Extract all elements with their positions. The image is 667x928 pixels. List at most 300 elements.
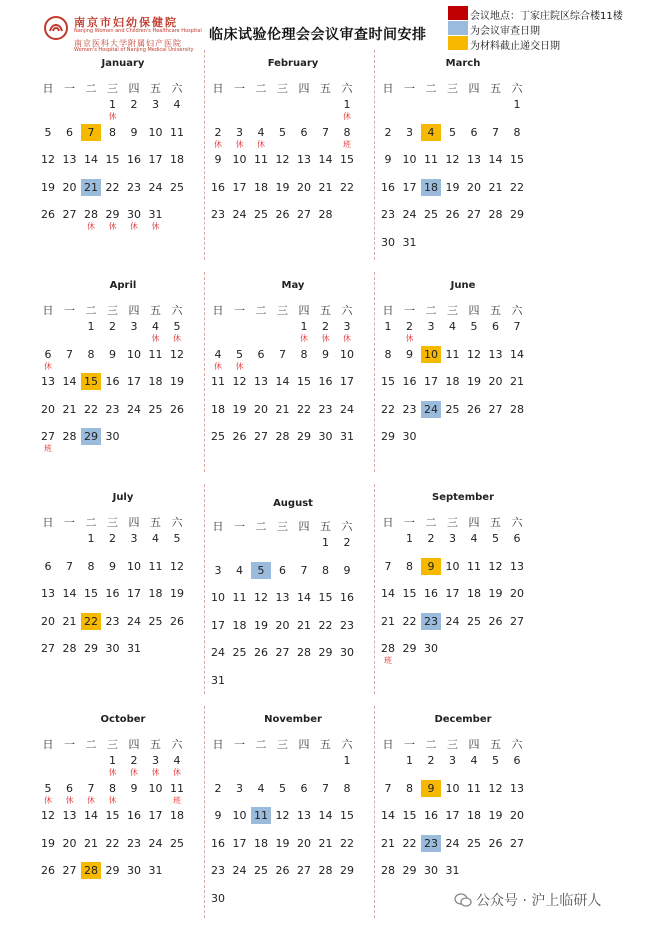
day-cell: 11 [211, 375, 225, 388]
day-cell: 13 [467, 153, 481, 166]
day-cell: 20 [41, 614, 55, 628]
day-cell: 2 [343, 536, 351, 549]
day-cell: 17 [340, 375, 354, 388]
day-cell: 8 [109, 125, 116, 139]
day-cell: 14 [318, 809, 333, 822]
holiday-note: 休 [235, 139, 244, 149]
day-cell: 13 [41, 375, 55, 388]
day-cell: 11 [148, 347, 163, 361]
holiday-note: 休 [214, 139, 222, 149]
day-cell: 3 [152, 98, 159, 111]
weekday-label: 二 [425, 516, 437, 529]
weekday-label: 日 [212, 738, 224, 751]
day-cell: 2 [130, 754, 138, 767]
day-cell: 12 [254, 591, 268, 604]
review-day: 18 [421, 179, 441, 196]
day-cell: 21 [84, 836, 98, 850]
day-cell: 14 [62, 587, 77, 600]
day-cell: 24 [445, 836, 460, 850]
day-cell: 22 [105, 836, 120, 850]
day-cell: 4 [449, 320, 456, 333]
weekday-label: 一 [234, 520, 245, 533]
weekday-label: 一 [404, 82, 415, 95]
day-cell: 28 [488, 208, 503, 221]
day-cell: 3 [130, 532, 138, 545]
holiday-note: 休 [108, 768, 117, 777]
weekday-label: 二 [255, 738, 267, 751]
day-cell: 3 [449, 532, 456, 545]
weekday-label: 二 [425, 738, 437, 751]
column-divider [374, 484, 375, 694]
day-cell: 4 [236, 563, 243, 577]
day-cell: 16 [424, 809, 438, 822]
weekday-label: 一 [404, 304, 415, 317]
day-cell: 7 [513, 320, 521, 333]
column-divider [374, 706, 375, 918]
day-cell: 30 [340, 646, 354, 659]
day-cell: 8 [109, 781, 116, 795]
day-cell: 20 [467, 180, 481, 194]
day-cell: 29 [510, 208, 524, 221]
day-cell: 25 [467, 836, 481, 850]
page-title: 临床试验伦理会会议审查时间安排 [209, 27, 427, 43]
weekday-label: 三 [277, 520, 288, 533]
weekday-label: 六 [171, 738, 183, 751]
holiday-note: 休 [130, 222, 138, 231]
weekday-label: 四 [128, 82, 140, 95]
weekday-label: 一 [404, 516, 415, 529]
weekday-label: 五 [320, 304, 331, 317]
day-cell: 12 [170, 559, 184, 573]
logo-university-name: 南京医科大学附属妇产医院 [74, 39, 182, 48]
day-cell: 30 [424, 642, 438, 655]
day-cell: 24 [127, 614, 141, 628]
weekday-label: 三 [447, 82, 458, 95]
day-cell: 18 [254, 836, 268, 850]
day-cell: 26 [41, 208, 55, 221]
day-cell: 20 [488, 375, 503, 388]
day-cell: 15 [297, 375, 311, 388]
day-cell: 16 [402, 375, 417, 388]
day-cell: 15 [105, 153, 120, 166]
day-cell: 30 [127, 208, 141, 221]
day-cell: 29 [318, 646, 333, 659]
day-cell: 19 [275, 836, 290, 850]
day-cell: 18 [170, 153, 184, 166]
holiday-note: 班 [384, 656, 392, 665]
day-cell: 25 [148, 402, 163, 416]
day-cell: 1 [343, 98, 351, 111]
day-cell: 9 [130, 781, 138, 795]
weekday-label: 五 [320, 520, 331, 533]
day-cell: 17 [402, 180, 417, 194]
weekday-label: 六 [341, 738, 353, 751]
day-cell: 20 [297, 180, 311, 194]
deadline-day: 9 [421, 780, 441, 797]
day-cell: 7 [279, 347, 286, 361]
weekday-label: 一 [64, 516, 75, 529]
month-name: December [434, 714, 492, 725]
day-cell: 3 [449, 754, 456, 767]
day-cell: 23 [211, 208, 225, 221]
day-cell: 18 [211, 402, 225, 416]
holiday-note: 班 [44, 444, 52, 453]
day-cell: 6 [66, 781, 73, 795]
day-cell: 27 [62, 864, 77, 877]
review-day: 5 [251, 562, 271, 579]
month-name: February [267, 58, 319, 69]
day-cell: 28 [62, 430, 77, 443]
weekday-label: 六 [511, 82, 523, 95]
day-cell: 18 [148, 587, 163, 600]
day-cell: 21 [510, 375, 524, 388]
day-cell: 8 [513, 125, 521, 139]
weekday-label: 三 [107, 516, 118, 529]
day-cell: 27 [41, 430, 55, 443]
day-cell: 1 [513, 98, 521, 111]
day-cell: 12 [275, 809, 290, 822]
day-cell: 12 [445, 153, 460, 166]
day-cell: 13 [62, 809, 77, 822]
weekday-label: 四 [128, 516, 140, 529]
day-cell: 10 [445, 781, 460, 795]
day-cell: 1 [384, 320, 392, 333]
day-cell: 10 [148, 781, 163, 795]
holiday-note: 休 [173, 334, 181, 343]
deadline-day: 9 [421, 558, 441, 575]
holiday-note: 休 [214, 361, 222, 371]
day-cell: 27 [488, 402, 503, 416]
day-cell: 24 [402, 208, 417, 221]
day-cell: 20 [62, 180, 77, 194]
day-cell: 13 [62, 153, 77, 166]
day-cell: 17 [148, 153, 163, 166]
day-cell: 12 [275, 153, 290, 166]
day-cell: 24 [127, 402, 141, 416]
day-cell: 13 [41, 587, 55, 600]
day-cell: 24 [232, 864, 247, 877]
day-cell: 5 [44, 125, 52, 139]
legend-item [448, 36, 648, 50]
day-cell: 9 [109, 559, 116, 573]
legend-label: 为会议审查日期 [470, 26, 540, 37]
day-cell: 5 [279, 125, 286, 139]
day-cell: 5 [449, 125, 456, 139]
weekday-label: 一 [404, 738, 415, 751]
day-cell: 13 [488, 347, 503, 361]
day-cell: 14 [297, 591, 311, 604]
legend-item [448, 6, 648, 20]
review-day: 23 [421, 613, 441, 630]
month-name: November [264, 714, 322, 725]
day-cell: 6 [513, 532, 521, 545]
day-cell: 15 [340, 153, 354, 166]
day-cell: 28 [318, 864, 333, 877]
day-cell: 18 [445, 375, 460, 388]
day-cell: 17 [232, 180, 247, 194]
day-cell: 10 [148, 125, 163, 139]
day-cell: 7 [300, 563, 308, 577]
day-cell: 28 [510, 402, 524, 416]
day-cell: 26 [275, 864, 290, 877]
day-cell: 26 [467, 402, 481, 416]
day-cell: 22 [84, 402, 98, 416]
weekday-label: 三 [447, 516, 458, 529]
day-cell: 25 [232, 646, 247, 659]
weekday-label: 四 [468, 516, 480, 529]
weekday-label: 二 [85, 304, 97, 317]
day-cell: 29 [297, 430, 311, 443]
holiday-note: 休 [87, 222, 95, 231]
day-cell: 21 [381, 836, 395, 850]
day-cell: 16 [381, 180, 395, 194]
day-cell: 3 [236, 125, 243, 139]
weekday-label: 三 [107, 82, 118, 95]
day-cell: 10 [445, 559, 460, 573]
column-divider [374, 272, 375, 472]
day-cell: 29 [340, 864, 354, 877]
day-cell: 31 [340, 430, 354, 443]
day-cell: 2 [109, 532, 116, 545]
weekday-label: 六 [341, 304, 353, 317]
day-cell: 9 [214, 153, 222, 166]
day-cell: 25 [445, 402, 460, 416]
day-cell: 3 [343, 320, 351, 333]
day-cell: 14 [510, 347, 524, 361]
holiday-note: 休 [343, 334, 351, 343]
weekday-label: 一 [64, 738, 75, 751]
day-cell: 28 [275, 430, 290, 443]
day-cell: 25 [254, 208, 268, 221]
day-cell: 4 [173, 754, 181, 767]
day-cell: 19 [170, 587, 184, 600]
column-divider [204, 272, 205, 472]
weekday-label: 一 [64, 82, 75, 95]
day-cell: 11 [467, 559, 481, 573]
day-cell: 30 [105, 642, 120, 655]
legend-swatch [448, 6, 468, 20]
weekday-label: 四 [298, 82, 310, 95]
hospital-logo-icon [44, 16, 68, 40]
day-cell: 19 [488, 587, 503, 600]
day-cell: 12 [488, 781, 503, 795]
day-cell: 27 [297, 208, 311, 221]
weekday-label: 五 [320, 82, 331, 95]
day-cell: 18 [254, 180, 268, 194]
day-cell: 2 [406, 320, 413, 333]
day-cell: 5 [236, 347, 243, 361]
day-cell: 19 [232, 402, 247, 416]
day-cell: 2 [427, 754, 435, 767]
weekday-label: 一 [64, 304, 75, 317]
day-cell: 8 [322, 563, 329, 577]
day-cell: 4 [470, 532, 478, 545]
day-cell: 26 [41, 864, 55, 877]
weekday-label: 五 [490, 82, 501, 95]
day-cell: 19 [445, 180, 460, 194]
day-cell: 24 [148, 836, 163, 850]
day-cell: 11 [170, 781, 184, 795]
day-cell: 27 [297, 864, 311, 877]
column-divider [374, 50, 375, 260]
day-cell: 7 [384, 559, 392, 573]
holiday-note: 休 [257, 139, 265, 149]
weekday-label: 六 [171, 516, 183, 529]
day-cell: 14 [62, 375, 77, 388]
weekday-label: 三 [277, 738, 288, 751]
day-cell: 4 [257, 781, 265, 795]
day-cell: 11 [170, 125, 184, 139]
day-cell: 5 [492, 532, 499, 545]
day-cell: 6 [44, 559, 52, 573]
month-name: September [432, 492, 494, 503]
holiday-note: 休 [343, 112, 351, 121]
day-cell: 25 [148, 614, 163, 628]
day-cell: 19 [41, 180, 55, 194]
column-divider [204, 50, 205, 260]
holiday-note: 休 [235, 361, 244, 371]
day-cell: 11 [148, 559, 163, 573]
day-cell: 24 [232, 208, 247, 221]
day-cell: 23 [381, 208, 395, 221]
day-cell: 6 [66, 125, 73, 139]
day-cell: 2 [384, 125, 392, 139]
weekday-label: 二 [425, 82, 437, 95]
watermark-text: 公众号 · 沪上临研人 [476, 893, 602, 909]
weekday-label: 日 [382, 516, 394, 529]
weekday-label: 六 [341, 82, 353, 95]
weekday-label: 三 [107, 304, 118, 317]
day-cell: 21 [318, 180, 333, 194]
day-cell: 30 [318, 430, 333, 443]
day-cell: 22 [340, 836, 354, 850]
holiday-note: 休 [44, 795, 52, 805]
day-cell: 16 [211, 836, 225, 850]
weekday-label: 二 [425, 304, 437, 317]
day-cell: 19 [254, 618, 268, 632]
day-cell: 18 [170, 809, 184, 822]
month-name: June [450, 280, 476, 291]
holiday-note: 休 [87, 795, 95, 805]
weekday-label: 一 [234, 82, 245, 95]
deadline-day: 4 [421, 124, 441, 141]
day-cell: 19 [467, 375, 481, 388]
holiday-note: 休 [65, 795, 74, 805]
weekday-label: 二 [85, 516, 97, 529]
weekday-label: 四 [298, 304, 310, 317]
weekday-label: 一 [234, 304, 245, 317]
holiday-note: 休 [108, 795, 117, 805]
day-cell: 2 [214, 125, 222, 139]
day-cell: 22 [340, 180, 354, 194]
legend-label: 会议地点：丁家庄院区综合楼11楼 [470, 11, 623, 22]
day-cell: 5 [44, 781, 52, 795]
day-cell: 25 [170, 836, 184, 850]
month-name: March [445, 58, 481, 69]
day-cell: 6 [300, 125, 308, 139]
day-cell: 13 [275, 591, 290, 604]
day-cell: 27 [41, 642, 55, 655]
weekday-label: 五 [150, 516, 161, 529]
day-cell: 26 [254, 646, 268, 659]
day-cell: 13 [297, 153, 311, 166]
day-cell: 9 [384, 153, 392, 166]
weekday-label: 二 [255, 82, 267, 95]
day-cell: 5 [492, 754, 499, 767]
day-cell: 20 [254, 402, 268, 416]
holiday-note: 休 [108, 222, 117, 231]
deadline-day: 22 [81, 613, 101, 630]
day-cell: 7 [322, 781, 329, 795]
day-cell: 4 [152, 532, 159, 545]
legend [448, 6, 648, 51]
day-cell: 28 [62, 642, 77, 655]
day-cell: 12 [467, 347, 481, 361]
day-cell: 8 [343, 125, 351, 139]
weekday-label: 日 [42, 304, 54, 317]
day-cell: 27 [62, 208, 77, 221]
day-cell: 27 [254, 430, 268, 443]
weekday-label: 六 [511, 516, 523, 529]
day-cell: 1 [343, 754, 351, 767]
day-cell: 23 [105, 614, 120, 628]
day-cell: 17 [127, 375, 141, 388]
weekday-label: 五 [490, 304, 501, 317]
holiday-note: 休 [173, 768, 181, 777]
day-cell: 23 [211, 864, 225, 877]
day-cell: 2 [214, 781, 222, 795]
day-cell: 6 [44, 347, 52, 361]
weekday-label: 日 [382, 82, 394, 95]
day-cell: 28 [381, 864, 395, 877]
review-day: 29 [81, 428, 101, 445]
weekday-label: 二 [85, 738, 97, 751]
day-cell: 22 [318, 618, 333, 632]
weekday-label: 五 [490, 738, 501, 751]
day-cell: 27 [510, 614, 524, 628]
day-cell: 9 [343, 563, 351, 577]
day-cell: 21 [318, 836, 333, 850]
day-cell: 5 [470, 320, 478, 333]
day-cell: 10 [232, 809, 247, 822]
review-day: 24 [421, 401, 441, 418]
legend-swatch [448, 36, 468, 50]
day-cell: 14 [488, 153, 503, 166]
day-cell: 24 [445, 614, 460, 628]
hospital-logo [44, 14, 204, 52]
review-day: 11 [251, 807, 271, 824]
day-cell: 22 [402, 614, 417, 628]
day-cell: 8 [87, 347, 95, 361]
weekday-label: 五 [320, 738, 331, 751]
day-cell: 22 [510, 180, 524, 194]
day-cell: 21 [62, 614, 77, 628]
day-cell: 1 [406, 754, 413, 767]
month-name: October [100, 714, 146, 725]
weekday-label: 日 [212, 304, 224, 317]
weekday-label: 三 [447, 738, 458, 751]
day-cell: 9 [130, 125, 138, 139]
weekday-label: 四 [128, 304, 140, 317]
day-cell: 15 [105, 809, 120, 822]
day-cell: 17 [232, 836, 247, 850]
day-cell: 23 [318, 402, 333, 416]
day-cell: 14 [381, 587, 395, 600]
holiday-note: 休 [130, 768, 138, 777]
weekday-label: 四 [468, 738, 480, 751]
day-cell: 10 [127, 559, 141, 573]
logo-university-english: Women's Hospital of Nanjing Medical University [74, 47, 194, 53]
